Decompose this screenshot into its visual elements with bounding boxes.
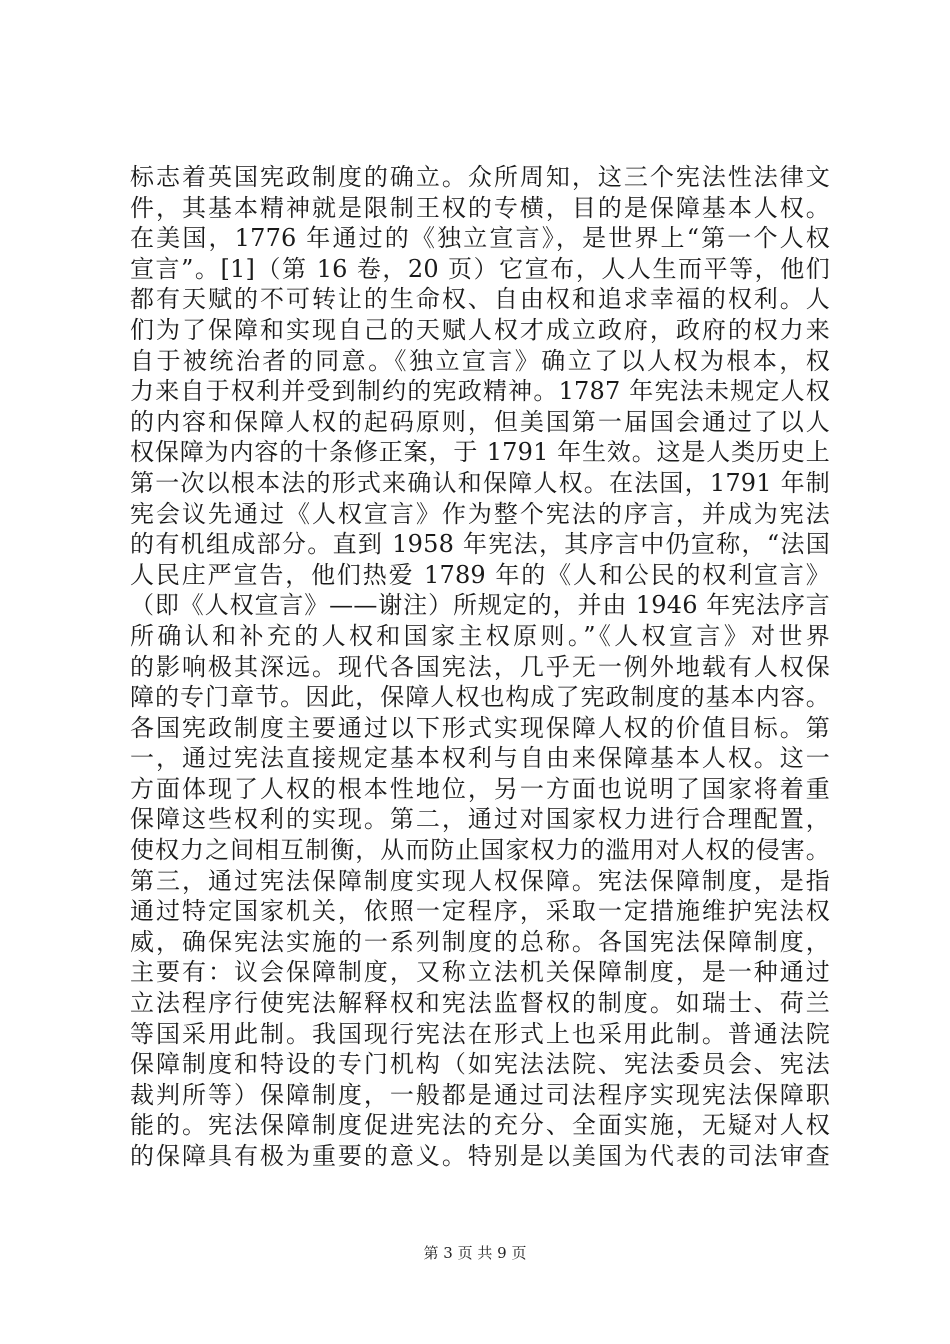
text-line: 主要有：议会保障制度，又称立法机关保障制度，是一种通过 [130,958,830,987]
text-line: 一，通过宪法直接规定基本权利与自由来保障基本人权。这一 [130,744,830,773]
text-line: 自于被统治者的同意。《独立宣言》确立了以人权为根本，权 [130,346,830,375]
text-line: 方面体现了人权的根本性地位，另一方面也说明了国家将着重 [130,774,830,803]
text-line: 障的专门章节。因此，保障人权也构成了宪政制度的基本内容。 [130,683,830,712]
text-line: 使权力之间相互制衡，从而防止国家权力的滥用对人权的侵害。 [130,836,830,865]
text-line: 保障制度和特设的专门机构（如宪法法院、宪法委员会、宪法 [130,1050,830,1079]
page-number-footer: 第 3 页 共 9 页 [423,1244,527,1262]
text-line: 裁判所等）保障制度，一般都是通过司法程序实现宪法保障职 [130,1080,830,1109]
body-text [130,162,830,1172]
text-line: 宣言”。[1]（第 16 卷，20 页）它宣布，人人生而平等，他们 [130,254,830,283]
text-line: 各国宪政制度主要通过以下形式实现保障人权的价值目标。第 [130,713,830,742]
text-line: 立法程序行使宪法解释权和宪法监督权的制度。如瑞士、荷兰 [130,989,830,1018]
text-line: 第一次以根本法的形式来确认和保障人权。在法国，1791 年制 [130,468,830,497]
text-line: 的影响极其深远。现代各国宪法，几乎无一例外地载有人权保 [130,652,830,681]
text-line: （即《人权宣言》——谢注）所规定的，并由 1946 年宪法序言 [130,591,830,620]
text-line: 件，其基本精神就是限制王权的专横，目的是保障基本人权。 [130,193,830,222]
text-line: 第三，通过宪法保障制度实现人权保障。宪法保障制度，是指 [130,866,830,895]
text-line: 的有机组成部分。直到 1958 年宪法，其序言中仍宣称，“法国 [130,530,830,559]
text-line: 通过特定国家机关，依照一定程序，采取一定措施维护宪法权 [130,897,830,926]
text-line: 等国采用此制。我国现行宪法在形式上也采用此制。普通法院 [130,1019,830,1048]
text-line: 权保障为内容的十条修正案，于 1791 年生效。这是人类历史上 [130,438,830,467]
text-line: 宪会议先通过《人权宣言》作为整个宪法的序言，并成为宪法 [130,499,830,528]
text-line: 标志着英国宪政制度的确立。众所周知，这三个宪法性法律文 [130,163,830,191]
text-line: 能的。宪法保障制度促进宪法的充分、全面实施，无疑对人权 [130,1111,830,1140]
text-line: 力来自于权利并受到制约的宪政精神。1787 年宪法未规定人权 [130,377,830,406]
text-line: 保障这些权利的实现。第二，通过对国家权力进行合理配置， [130,805,830,834]
text-line: 的保障具有极为重要的意义。特别是以美国为代表的司法审查 [130,1142,830,1170]
text-line: 的内容和保障人权的起码原则，但美国第一届国会通过了以人 [130,407,830,436]
text-line: 威，确保宪法实施的一系列制度的总称。各国宪法保障制度， [130,927,830,956]
text-line: 人民庄严宣告，他们热爱 1789 年的《人和公民的权利宣言》 [130,560,830,589]
text-line: 都有天赋的不可转让的生命权、自由权和追求幸福的权利。人 [130,285,830,314]
text-line: 们为了保障和实现自己的天赋人权才成立政府，政府的权力来 [130,315,830,344]
text-line: 所确认和补充的人权和国家主权原则。”《人权宣言》对世界 [130,621,830,650]
text-line: 在美国，1776 年通过的《独立宣言》，是世界上“第一个人权 [130,224,830,253]
